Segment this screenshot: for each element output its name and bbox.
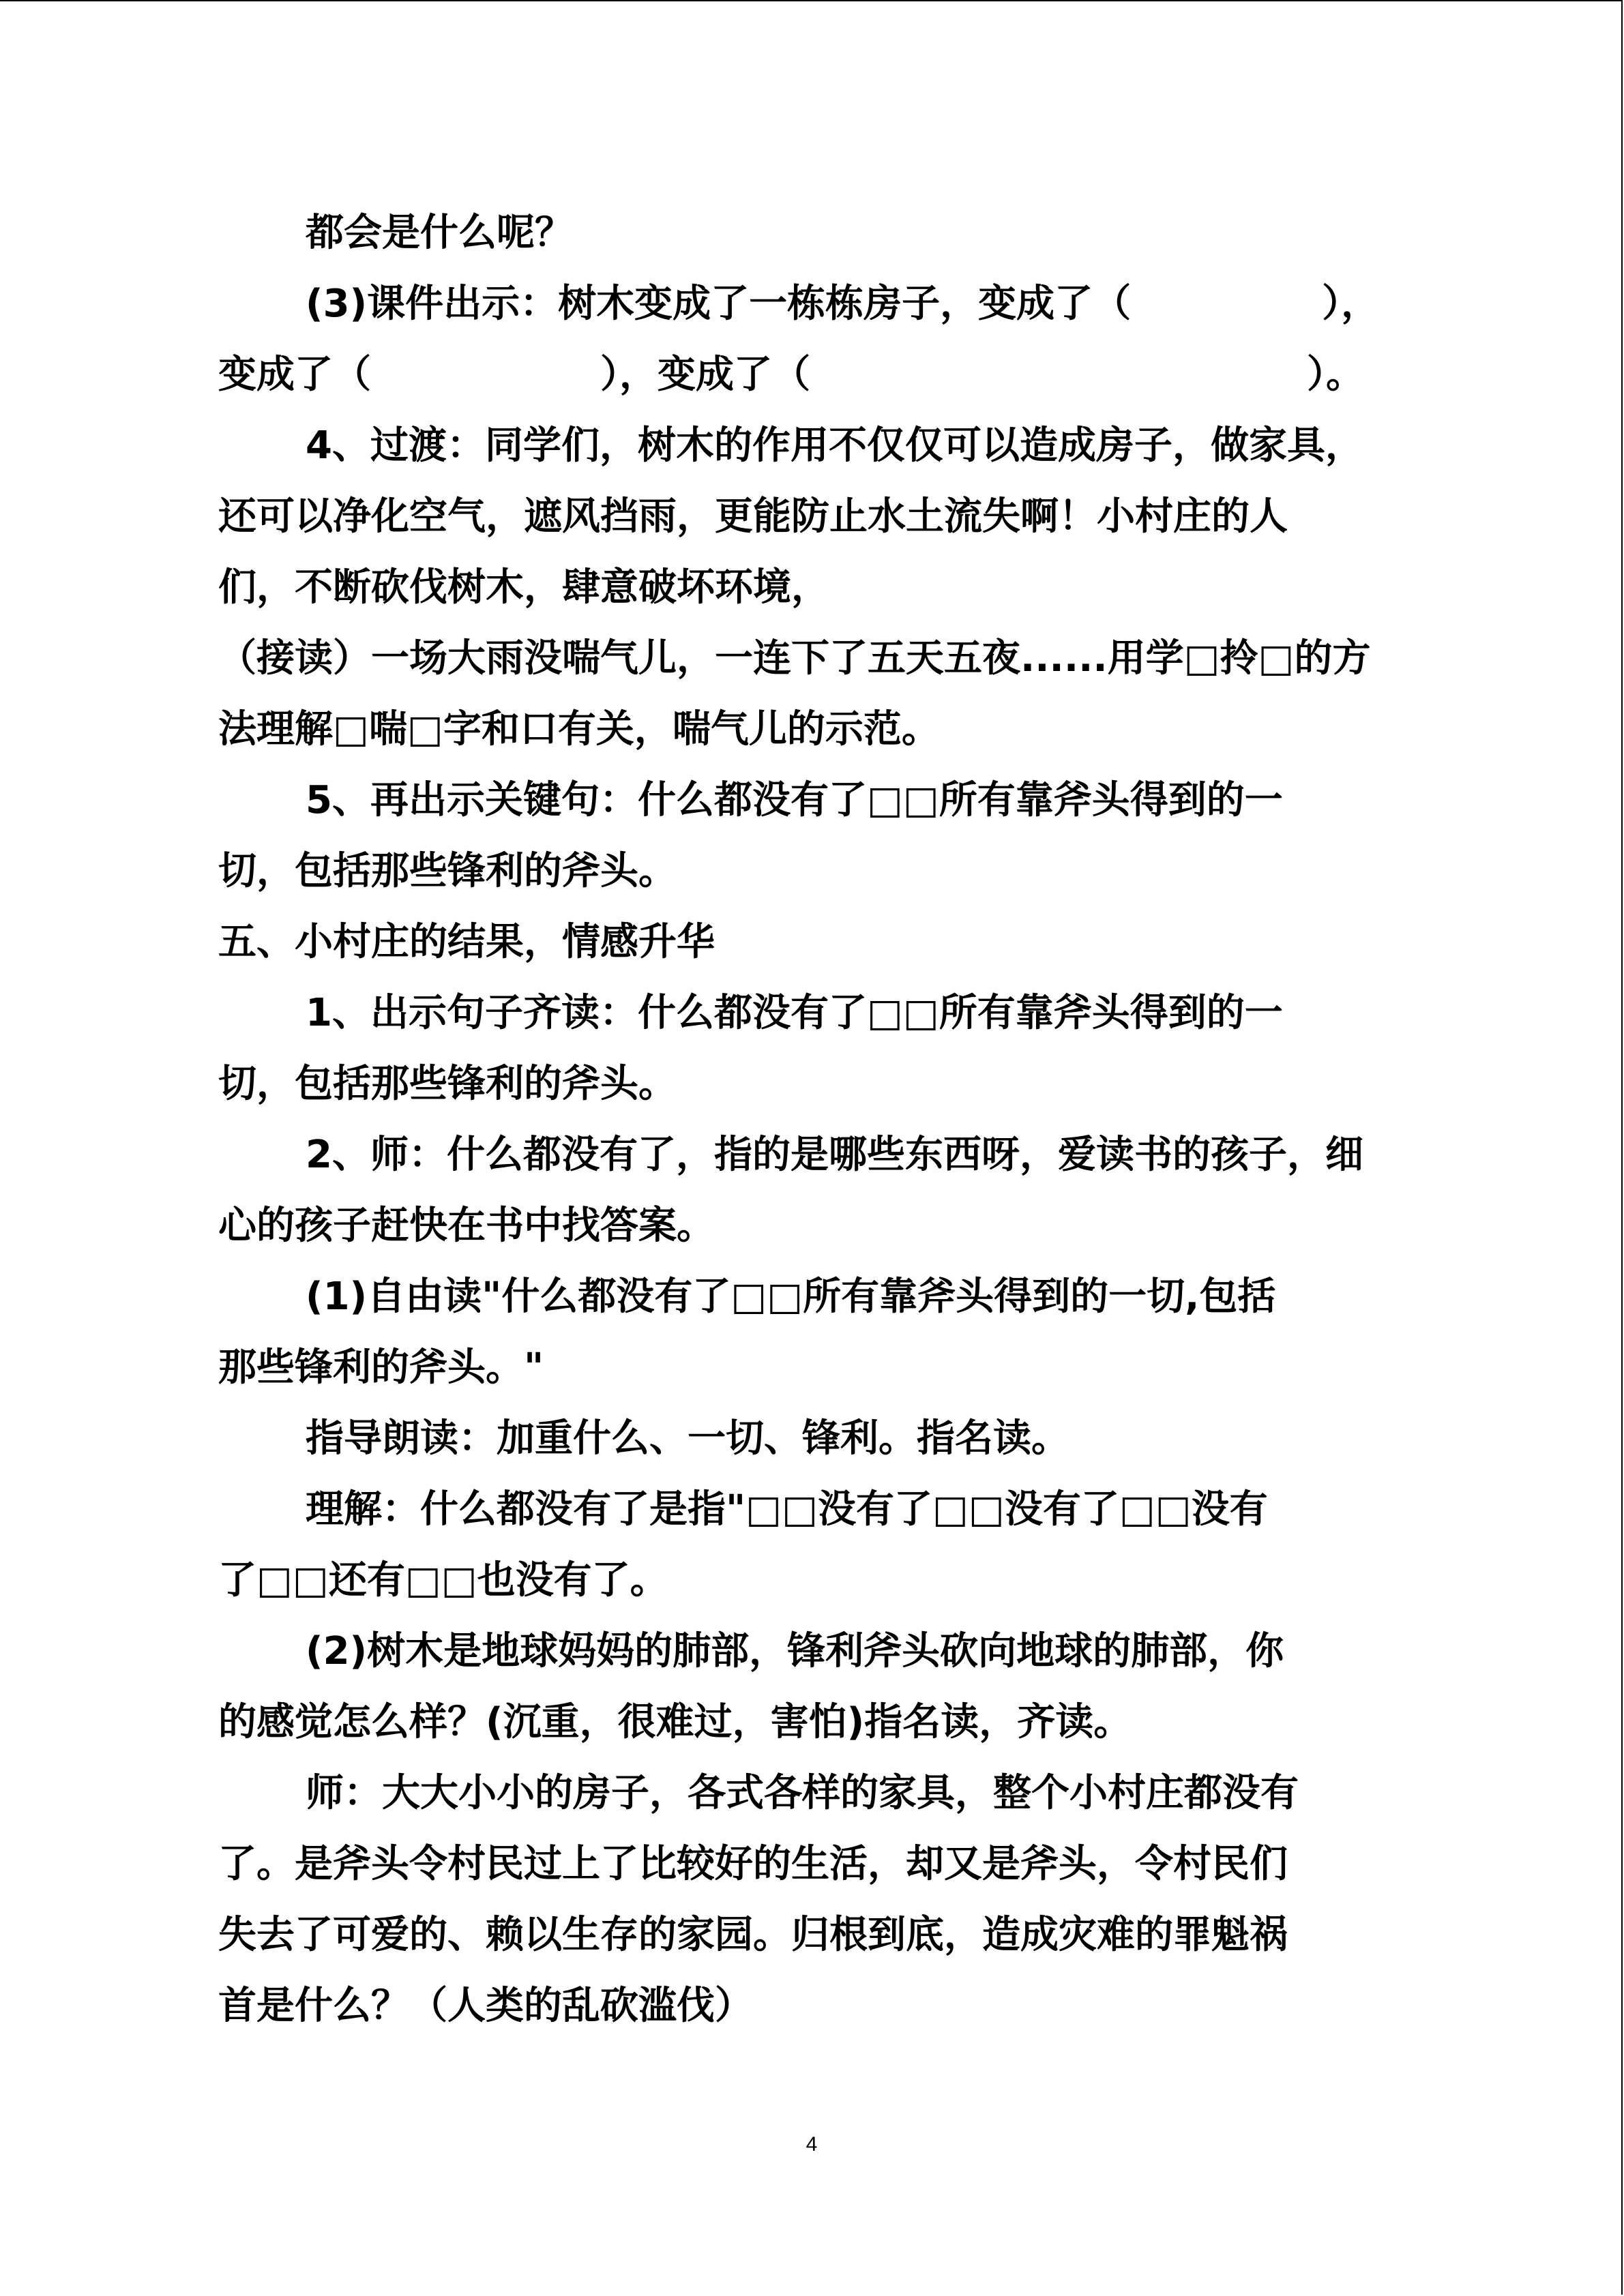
section-heading: 五、小村庄的结果，情感升华	[218, 920, 715, 964]
text-line: 切，包括那些锋利的斧头。	[218, 849, 677, 893]
text-line: 2、师：什么都没有了，指的是哪些东西呀，爱读书的孩子，细	[306, 1133, 1363, 1177]
text-line: 理解：什么都没有了是指"□□没有了□□没有了□□没有	[306, 1487, 1268, 1532]
text-line: 5、再出示关键句：什么都没有了□□所有靠斧头得到的一	[306, 778, 1283, 822]
text-line: 都会是什么呢？	[306, 211, 573, 255]
text-line: 4、过渡：同学们，树木的作用不仅仅可以造成房子，做家具，	[306, 423, 1363, 468]
text-line: 切，包括那些锋利的斧头。	[218, 1062, 677, 1106]
text-line: (3)课件出示：树木变成了一栋栋房子，变成了（ ），	[306, 282, 1380, 326]
document-body	[218, 198, 1432, 2042]
text-line: 法理解□喘□字和口有关，喘气儿的示范。	[218, 707, 940, 751]
text-line: 变成了（ ），变成了（ ）。	[218, 353, 1364, 397]
text-line: 1、出示句子齐读：什么都没有了□□所有靠斧头得到的一	[306, 991, 1283, 1035]
text-line: 首是什么？（人类的乱砍滥伐）	[218, 1984, 753, 2028]
page-number: 4	[806, 2133, 818, 2156]
text-line: （接读）一场大雨没喘气儿，一连下了五天五夜......用学□拎□的方	[218, 636, 1371, 681]
text-line: 了。是斧头令村民过上了比较好的生活，却又是斧头，令村民们	[218, 1842, 1288, 1886]
text-line: (2)树木是地球妈妈的肺部，锋利斧头砍向地球的肺部，你	[306, 1629, 1284, 1673]
text-line: 指导朗读：加重什么、一切、锋利。指名读。	[306, 1416, 1069, 1461]
text-line: 们，不断砍伐树木，肆意破坏环境，	[218, 565, 829, 610]
text-line: 还可以净化空气，遮风挡雨，更能防止水土流失啊！小村庄的人	[218, 494, 1288, 539]
text-line: 失去了可爱的、赖以生存的家园。归根到底，造成灾难的罪魁祸	[218, 1913, 1288, 1957]
text-line: 心的孩子赶快在书中找答案。	[218, 1204, 715, 1248]
text-line: (1)自由读"什么都没有了□□所有靠斧头得到的一切,包括	[306, 1274, 1276, 1319]
text-line: 师：大大小小的房子，各式各样的家具，整个小村庄都没有	[306, 1771, 1299, 1815]
text-line: 了□□还有□□也没有了。	[218, 1558, 668, 1602]
text-line: 的感觉怎么样？(沉重，很难过，害怕)指名读，齐读。	[218, 1700, 1132, 1744]
text-line: 那些锋利的斧头。"	[218, 1345, 544, 1390]
